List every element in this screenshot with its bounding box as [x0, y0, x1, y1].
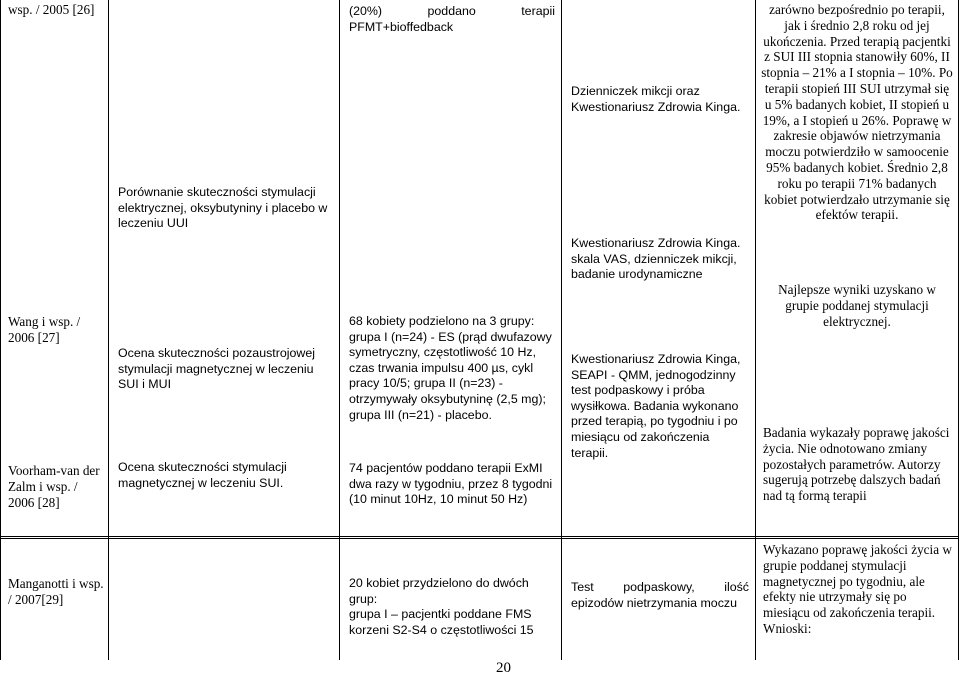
method-cell-pfmt: (20%) poddano terapii PFMT+bioffedback — [349, 4, 555, 34]
aim-cell-sui: Ocena skuteczności stymulacji magnetycznej w leczeniu SUI. — [118, 460, 287, 490]
authors-cell-wang: Wang i wsp. / 2006 [27] — [8, 314, 81, 345]
authors-cell-manganotti: Manganotti i wsp. / 2007[29] — [8, 576, 104, 607]
tools-cell-vas: Kwestionariusz Zdrowia Kinga. skala VAS, dzienniczek mikcji, badanie urodynamiczne — [571, 236, 741, 282]
column-border — [0, 0, 1, 660]
page-number: 20 — [496, 660, 511, 676]
tools-cell-diary: Dzienniczek mikcji oraz Kwestionariusz Zdrowia Kinga. — [571, 84, 741, 114]
column-border — [339, 0, 340, 660]
row-border — [0, 538, 959, 539]
results-cell-best: Najlepsze wyniki uzyskano w grupie poddanej stymulacji elektrycznej. — [778, 282, 936, 329]
column-border — [108, 0, 109, 660]
method-cell-groups: 68 kobiety podzielono na 3 grupy: grupa I (n=24) - ES (prąd dwufazowy symetryczny, częstotliwość 10 Hz, czas trwania impulsu 400 µs, cykl pracy 10/5; grupa II (n=23) - otrzymywały oksybutyninę (2,5 mg); grupa III (n=21) - placebo. — [349, 314, 552, 422]
results-cell-improvement: zarówno bezpośrednio po terapii, jak i średnio 2,8 roku od jej ukończenia. Przed terapią pacjentki z SUI III stopnia stanowiły 60%, II stopnia – 21% a I stopnia – 10%. Po terapii stopień III SUI utrzymał się u 5% badanych kobiet, II stopień u 19%, a I stopień u 26%. Poprawę w zakresie objawów nietrzymania moczu potwierdziło w samoocenie 95% badanych kobiet. Średnio 2,8 roku po terapii 71% badanych kobiet potwierdzało utrzymanie się efektów terapii. — [761, 2, 953, 223]
results-cell-quality: Badania wykazały poprawę jakości życia. Nie odnotowano zmiany pozostałych parametrów. Autorzy sugerują potrzebę dalszych badań nad tą formą terapii — [763, 425, 950, 504]
authors-cell-2005: wsp. / 2005 [26] — [8, 2, 95, 17]
method-cell-exmi-patients: 74 pacjentów poddano terapii ExMI dwa razy w tygodniu, przez 8 tygodni (10 minut 10Hz, 10 minut 50 Hz) — [349, 461, 553, 507]
results-cell-manganotti: Wykazano poprawę jakości życia w grupie poddanej stymulacji magnetycznej po tygodniu, ale efekty nie utrzymały się po miesiącu od zakończenia terapii. Wnioski: — [763, 542, 952, 636]
aim-cell-exmi: Ocena skuteczności pozaustrojowej stymulacji magnetycznej w leczeniu SUI i MUI — [118, 346, 315, 392]
method-cell-fms: 20 kobiet przydzielono do dwóch grup: grupa I – pacjentki poddane FMS korzeni S2-S4 o częstotliwości 15 — [349, 576, 534, 637]
column-border — [755, 0, 756, 660]
authors-cell-voorham: Voorham-van der Zalm i wsp. / 2006 [28] — [8, 463, 100, 510]
tools-cell-seapi: Kwestionariusz Zdrowia Kinga, SEAPI - QMM, jednogodzinny test podpaskowy i próba wysiłkowa. Badania wykonano przed terapią, po tygodniu i po miesiącu od zakończenia terapii. — [571, 352, 741, 460]
tools-cell-pad-test: Test podpaskowy, ilość epizodów nietrzymania moczu — [571, 580, 749, 610]
row-border — [0, 536, 959, 537]
aim-cell-uui: Porównanie skuteczności stymulacji elektrycznej, oksybutyniny i placebo w leczeniu UUI — [118, 185, 328, 231]
column-border — [561, 0, 562, 660]
